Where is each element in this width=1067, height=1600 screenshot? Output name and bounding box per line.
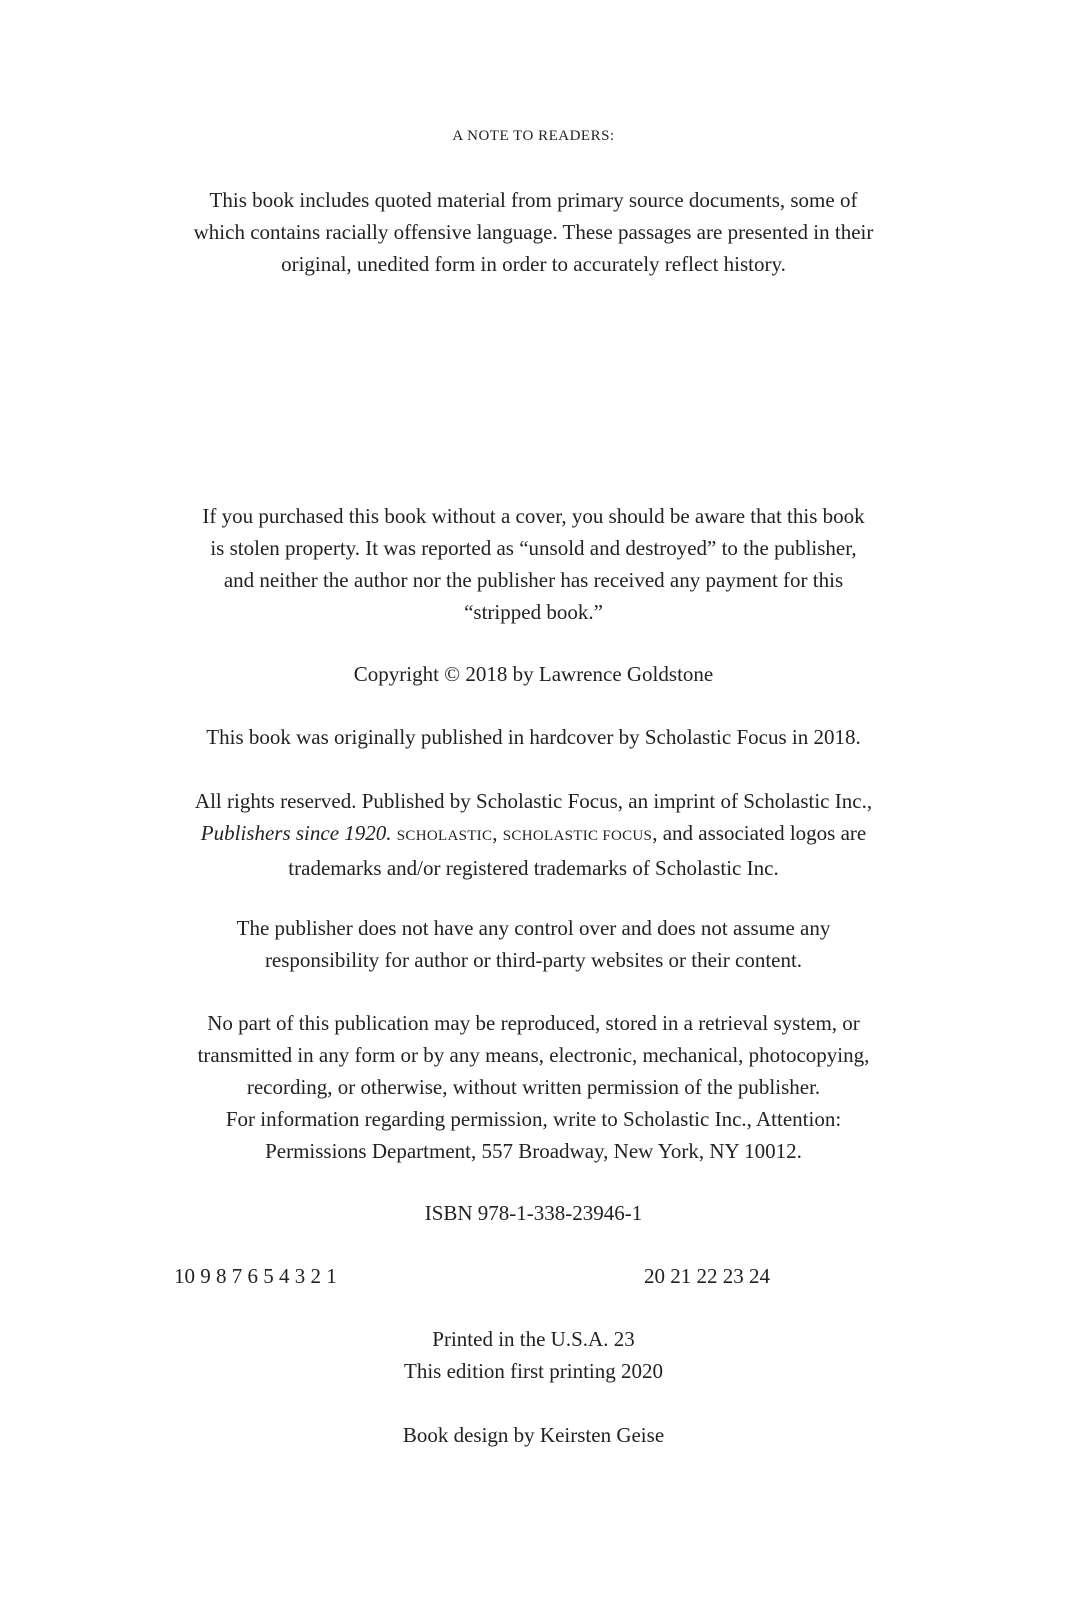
control-notice-line: responsibility for author or third-party websites or their content. [264,948,803,972]
stripped-notice-line: “stripped book.” [464,600,603,624]
publishers-since-italic: Publishers since 1920. [200,821,392,845]
note-to-readers-body [0,184,1067,280]
note-to-readers-heading [0,123,1067,149]
design-credit [0,1419,1067,1451]
hardcover-note-text: This book was originally published in hardcover by Scholastic Focus in 2018. [206,725,861,749]
design-credit-text: Book design by Keirsten Geise [402,1423,665,1447]
copyright-text: Copyright © 2018 by Lawrence Goldstone [353,662,714,686]
rights-line-1: All rights reserved. Published by Scholastic Focus, an imprint of Scholastic Inc., [194,789,873,813]
control-notice-line: The publisher does not have any control over and does not assume any [236,916,831,940]
note-heading-text: A NOTE TO READERS: [452,128,615,144]
reproduction-notice-line: For information regarding permission, write to Scholastic Inc., Attention: [225,1107,842,1131]
edition-text: This edition first printing 2020 [404,1359,663,1383]
note-body-line: original, unedited form in order to accurately reflect history. [281,252,786,276]
reproduction-notice-line: Permissions Department, 557 Broadway, New York, NY 10012. [265,1139,802,1163]
stripped-book-notice [0,500,1067,628]
printed-in-text: Printed in the U.S.A. 23 [432,1327,635,1351]
reproduction-notice-line: recording, or otherwise, without written permission of the publisher. [246,1075,821,1099]
scholastic-trademark: SCHOLASTIC [396,828,493,844]
hardcover-note [0,721,1067,753]
reproduction-notice [0,1007,1067,1167]
reproduction-notice-line: No part of this publication may be reproduced, stored in a retrieval system, or [207,1011,860,1035]
stripped-notice-line: If you purchased this book without a cover, you should be aware that this book [202,504,865,528]
printing-info [0,1323,1067,1387]
isbn-text: ISBN 978-1-338-23946-1 [424,1201,643,1225]
note-body-line: This book includes quoted material from primary source documents, some of [209,188,858,212]
note-body-line: which contains racially offensive language. These passages are presented in their [193,220,874,244]
scholastic-focus-trademark: SCHOLASTIC FOCUS [502,828,653,844]
stripped-notice-line: is stolen property. It was reported as “unsold and destroyed” to the publisher, [210,536,857,560]
isbn [0,1197,1067,1229]
printing-numbers: 10 9 8 7 6 5 4 3 2 1 [174,1264,337,1288]
stripped-notice-line: and neither the author nor the publisher has received any payment for this [223,568,844,592]
rights-line-2 [0,817,1067,852]
rights-reserved-notice [0,785,1067,884]
rights-separator: , [492,821,503,845]
printing-years: 20 21 22 23 24 [644,1264,770,1288]
rights-line-2-rest: , and associated logos are [652,821,867,845]
copyright-line [0,658,1067,690]
rights-line-3: trademarks and/or registered trademarks of Scholastic Inc. [288,856,779,880]
publisher-control-notice [0,912,1067,976]
reproduction-notice-line: transmitted in any form or by any means, electronic, mechanical, photocopying, [197,1043,870,1067]
